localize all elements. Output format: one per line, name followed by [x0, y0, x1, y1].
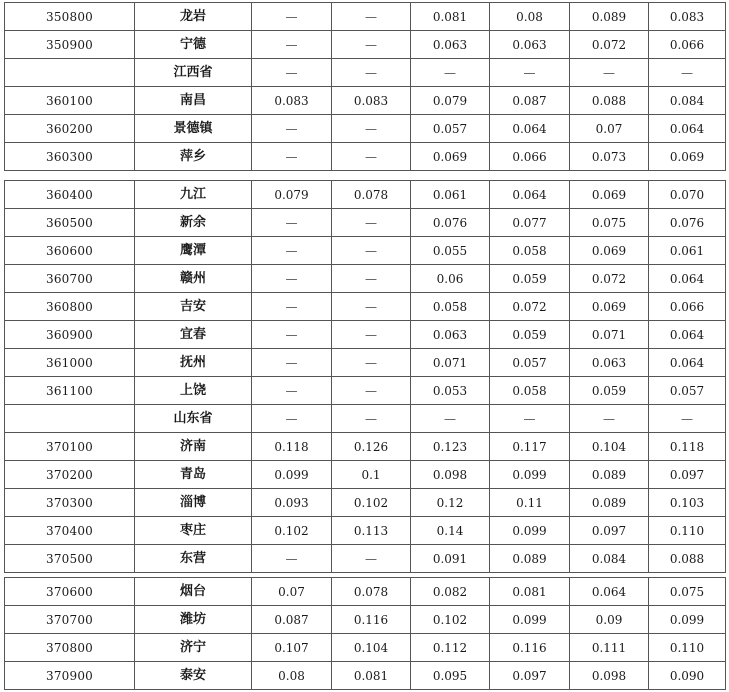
- data-table-block-3: [4, 577, 726, 690]
- value-cell-1: 0.093: [252, 489, 332, 517]
- table-row: [5, 634, 726, 662]
- value-cell-4: 0.064: [490, 181, 570, 209]
- value-cell-5: 0.088: [570, 87, 649, 115]
- region-code-cell: 370200: [5, 461, 135, 489]
- value-cell-5: —: [570, 405, 649, 433]
- value-cell-6: 0.090: [649, 662, 726, 690]
- value-cell-6: 0.084: [649, 87, 726, 115]
- table-row: [5, 578, 726, 606]
- region-code-cell: 370700: [5, 606, 135, 634]
- table-row: [5, 405, 726, 433]
- value-cell-1: 0.099: [252, 461, 332, 489]
- value-cell-1: —: [252, 209, 332, 237]
- table-row: [5, 265, 726, 293]
- value-cell-6: 0.057: [649, 377, 726, 405]
- value-cell-1: —: [252, 237, 332, 265]
- value-cell-3: 0.063: [411, 31, 490, 59]
- value-cell-5: 0.089: [570, 489, 649, 517]
- region-code-cell: 360700: [5, 265, 135, 293]
- value-cell-2: 0.116: [332, 606, 411, 634]
- region-name-cell: 吉安: [135, 293, 252, 321]
- value-cell-2: 0.102: [332, 489, 411, 517]
- value-cell-4: 0.072: [490, 293, 570, 321]
- value-cell-4: 0.097: [490, 662, 570, 690]
- value-cell-6: 0.099: [649, 606, 726, 634]
- value-cell-3: 0.055: [411, 237, 490, 265]
- value-cell-1: —: [252, 349, 332, 377]
- region-name-cell: 烟台: [135, 578, 252, 606]
- value-cell-5: 0.098: [570, 662, 649, 690]
- value-cell-3: 0.112: [411, 634, 490, 662]
- value-cell-1: —: [252, 545, 332, 573]
- value-cell-2: 0.078: [332, 578, 411, 606]
- value-cell-2: 0.126: [332, 433, 411, 461]
- value-cell-2: —: [332, 321, 411, 349]
- value-cell-1: —: [252, 265, 332, 293]
- value-cell-3: 0.079: [411, 87, 490, 115]
- value-cell-1: —: [252, 405, 332, 433]
- value-cell-6: 0.075: [649, 578, 726, 606]
- value-cell-5: 0.063: [570, 349, 649, 377]
- region-name-cell: 九江: [135, 181, 252, 209]
- value-cell-3: 0.063: [411, 321, 490, 349]
- value-cell-6: 0.066: [649, 293, 726, 321]
- value-cell-5: 0.084: [570, 545, 649, 573]
- value-cell-2: —: [332, 3, 411, 31]
- value-cell-2: 0.081: [332, 662, 411, 690]
- value-cell-1: —: [252, 143, 332, 171]
- region-code-cell: 360800: [5, 293, 135, 321]
- value-cell-3: 0.095: [411, 662, 490, 690]
- value-cell-6: 0.069: [649, 143, 726, 171]
- value-cell-5: 0.09: [570, 606, 649, 634]
- value-cell-4: 0.064: [490, 115, 570, 143]
- value-cell-6: 0.088: [649, 545, 726, 573]
- region-name-cell: 枣庄: [135, 517, 252, 545]
- region-name-cell: 赣州: [135, 265, 252, 293]
- value-cell-2: —: [332, 143, 411, 171]
- value-cell-3: 0.06: [411, 265, 490, 293]
- value-cell-4: 0.117: [490, 433, 570, 461]
- value-cell-4: 0.066: [490, 143, 570, 171]
- region-code-cell: 361100: [5, 377, 135, 405]
- value-cell-1: 0.083: [252, 87, 332, 115]
- region-name-cell: 景德镇: [135, 115, 252, 143]
- value-cell-3: 0.081: [411, 3, 490, 31]
- table-row: [5, 87, 726, 115]
- value-cell-2: —: [332, 265, 411, 293]
- value-cell-4: 0.059: [490, 321, 570, 349]
- region-code-cell: 360900: [5, 321, 135, 349]
- value-cell-4: 0.116: [490, 634, 570, 662]
- region-name-cell: 潍坊: [135, 606, 252, 634]
- region-code-cell: 360300: [5, 143, 135, 171]
- table-row: [5, 293, 726, 321]
- value-cell-5: 0.097: [570, 517, 649, 545]
- region-name-cell: 龙岩: [135, 3, 252, 31]
- region-code-cell: 360400: [5, 181, 135, 209]
- table-row: [5, 433, 726, 461]
- value-cell-5: 0.073: [570, 143, 649, 171]
- value-cell-1: —: [252, 377, 332, 405]
- value-cell-6: 0.097: [649, 461, 726, 489]
- value-cell-3: —: [411, 59, 490, 87]
- value-cell-1: 0.079: [252, 181, 332, 209]
- region-name-cell: 鹰潭: [135, 237, 252, 265]
- value-cell-2: —: [332, 237, 411, 265]
- region-code-cell: 370900: [5, 662, 135, 690]
- value-cell-2: 0.104: [332, 634, 411, 662]
- value-cell-2: 0.078: [332, 181, 411, 209]
- value-cell-5: 0.064: [570, 578, 649, 606]
- region-code-cell: [5, 405, 135, 433]
- table-row: [5, 59, 726, 87]
- value-cell-6: 0.110: [649, 517, 726, 545]
- value-cell-3: 0.069: [411, 143, 490, 171]
- value-cell-6: 0.064: [649, 321, 726, 349]
- value-cell-1: —: [252, 59, 332, 87]
- value-cell-1: 0.07: [252, 578, 332, 606]
- value-cell-3: 0.12: [411, 489, 490, 517]
- value-cell-5: 0.069: [570, 237, 649, 265]
- value-cell-4: —: [490, 405, 570, 433]
- value-cell-5: 0.059: [570, 377, 649, 405]
- table-row: [5, 517, 726, 545]
- value-cell-5: 0.089: [570, 461, 649, 489]
- value-cell-6: 0.066: [649, 31, 726, 59]
- table-row: [5, 662, 726, 690]
- region-code-cell: 360200: [5, 115, 135, 143]
- value-cell-5: 0.072: [570, 265, 649, 293]
- value-cell-1: —: [252, 115, 332, 143]
- table-row: [5, 209, 726, 237]
- value-cell-2: —: [332, 545, 411, 573]
- value-cell-3: 0.053: [411, 377, 490, 405]
- value-cell-5: 0.075: [570, 209, 649, 237]
- value-cell-5: 0.089: [570, 3, 649, 31]
- value-cell-2: 0.083: [332, 87, 411, 115]
- value-cell-1: —: [252, 321, 332, 349]
- data-table-block-2: [4, 180, 726, 573]
- value-cell-4: 0.11: [490, 489, 570, 517]
- table-row: [5, 237, 726, 265]
- value-cell-1: 0.08: [252, 662, 332, 690]
- value-cell-5: 0.07: [570, 115, 649, 143]
- region-code-cell: 370800: [5, 634, 135, 662]
- value-cell-3: 0.058: [411, 293, 490, 321]
- region-name-cell: 南昌: [135, 87, 252, 115]
- value-cell-6: 0.110: [649, 634, 726, 662]
- value-cell-6: —: [649, 59, 726, 87]
- region-name-cell: 泰安: [135, 662, 252, 690]
- value-cell-5: 0.104: [570, 433, 649, 461]
- region-code-cell: 350900: [5, 31, 135, 59]
- value-cell-3: 0.123: [411, 433, 490, 461]
- region-code-cell: 370300: [5, 489, 135, 517]
- table-row: [5, 321, 726, 349]
- value-cell-4: 0.057: [490, 349, 570, 377]
- table-row: [5, 115, 726, 143]
- value-cell-3: 0.076: [411, 209, 490, 237]
- value-cell-6: 0.076: [649, 209, 726, 237]
- region-code-cell: 370100: [5, 433, 135, 461]
- value-cell-4: 0.099: [490, 517, 570, 545]
- value-cell-3: 0.061: [411, 181, 490, 209]
- table-row: [5, 377, 726, 405]
- value-cell-1: 0.118: [252, 433, 332, 461]
- region-code-cell: 370600: [5, 578, 135, 606]
- table-row: [5, 181, 726, 209]
- value-cell-6: 0.070: [649, 181, 726, 209]
- region-code-cell: [5, 59, 135, 87]
- region-code-cell: 360100: [5, 87, 135, 115]
- value-cell-6: 0.103: [649, 489, 726, 517]
- value-cell-6: —: [649, 405, 726, 433]
- value-cell-4: 0.099: [490, 461, 570, 489]
- value-cell-6: 0.064: [649, 265, 726, 293]
- value-cell-3: 0.102: [411, 606, 490, 634]
- value-cell-4: 0.099: [490, 606, 570, 634]
- value-cell-5: 0.069: [570, 181, 649, 209]
- value-cell-4: 0.058: [490, 377, 570, 405]
- value-cell-6: 0.064: [649, 115, 726, 143]
- region-name-cell: 青岛: [135, 461, 252, 489]
- table-row: [5, 461, 726, 489]
- region-name-cell: 抚州: [135, 349, 252, 377]
- region-name-cell: 宁德: [135, 31, 252, 59]
- value-cell-1: 0.087: [252, 606, 332, 634]
- region-code-cell: 360500: [5, 209, 135, 237]
- value-cell-1: —: [252, 31, 332, 59]
- data-table-block-1: [4, 2, 726, 171]
- value-cell-3: 0.082: [411, 578, 490, 606]
- value-cell-1: —: [252, 3, 332, 31]
- value-cell-4: 0.089: [490, 545, 570, 573]
- table-row: [5, 31, 726, 59]
- value-cell-2: —: [332, 377, 411, 405]
- value-cell-4: —: [490, 59, 570, 87]
- value-cell-2: 0.113: [332, 517, 411, 545]
- value-cell-1: —: [252, 293, 332, 321]
- value-cell-2: —: [332, 349, 411, 377]
- region-code-cell: 370400: [5, 517, 135, 545]
- region-name-cell: 山东省: [135, 405, 252, 433]
- region-name-cell: 宜春: [135, 321, 252, 349]
- value-cell-3: 0.098: [411, 461, 490, 489]
- region-code-cell: 350800: [5, 3, 135, 31]
- value-cell-6: 0.061: [649, 237, 726, 265]
- value-cell-3: 0.057: [411, 115, 490, 143]
- region-name-cell: 济宁: [135, 634, 252, 662]
- table-row: [5, 606, 726, 634]
- value-cell-2: 0.1: [332, 461, 411, 489]
- value-cell-4: 0.063: [490, 31, 570, 59]
- region-code-cell: 360600: [5, 237, 135, 265]
- value-cell-6: 0.064: [649, 349, 726, 377]
- value-cell-6: 0.083: [649, 3, 726, 31]
- table-row: [5, 545, 726, 573]
- value-cell-2: —: [332, 405, 411, 433]
- value-cell-4: 0.077: [490, 209, 570, 237]
- value-cell-3: 0.14: [411, 517, 490, 545]
- region-name-cell: 东营: [135, 545, 252, 573]
- table-row: [5, 143, 726, 171]
- region-name-cell: 淄博: [135, 489, 252, 517]
- value-cell-4: 0.058: [490, 237, 570, 265]
- value-cell-4: 0.059: [490, 265, 570, 293]
- value-cell-5: 0.111: [570, 634, 649, 662]
- value-cell-5: 0.072: [570, 31, 649, 59]
- value-cell-2: —: [332, 59, 411, 87]
- value-cell-2: —: [332, 115, 411, 143]
- region-name-cell: 江西省: [135, 59, 252, 87]
- table-row: [5, 3, 726, 31]
- region-name-cell: 上饶: [135, 377, 252, 405]
- value-cell-3: 0.091: [411, 545, 490, 573]
- value-cell-1: 0.107: [252, 634, 332, 662]
- value-cell-2: —: [332, 31, 411, 59]
- value-cell-4: 0.081: [490, 578, 570, 606]
- region-code-cell: 361000: [5, 349, 135, 377]
- region-name-cell: 济南: [135, 433, 252, 461]
- value-cell-4: 0.087: [490, 87, 570, 115]
- table-row: [5, 349, 726, 377]
- value-cell-6: 0.118: [649, 433, 726, 461]
- value-cell-5: —: [570, 59, 649, 87]
- value-cell-2: —: [332, 293, 411, 321]
- region-name-cell: 萍乡: [135, 143, 252, 171]
- value-cell-1: 0.102: [252, 517, 332, 545]
- table-row: [5, 489, 726, 517]
- value-cell-5: 0.071: [570, 321, 649, 349]
- value-cell-3: —: [411, 405, 490, 433]
- region-code-cell: 370500: [5, 545, 135, 573]
- value-cell-3: 0.071: [411, 349, 490, 377]
- value-cell-4: 0.08: [490, 3, 570, 31]
- value-cell-5: 0.069: [570, 293, 649, 321]
- value-cell-2: —: [332, 209, 411, 237]
- region-name-cell: 新余: [135, 209, 252, 237]
